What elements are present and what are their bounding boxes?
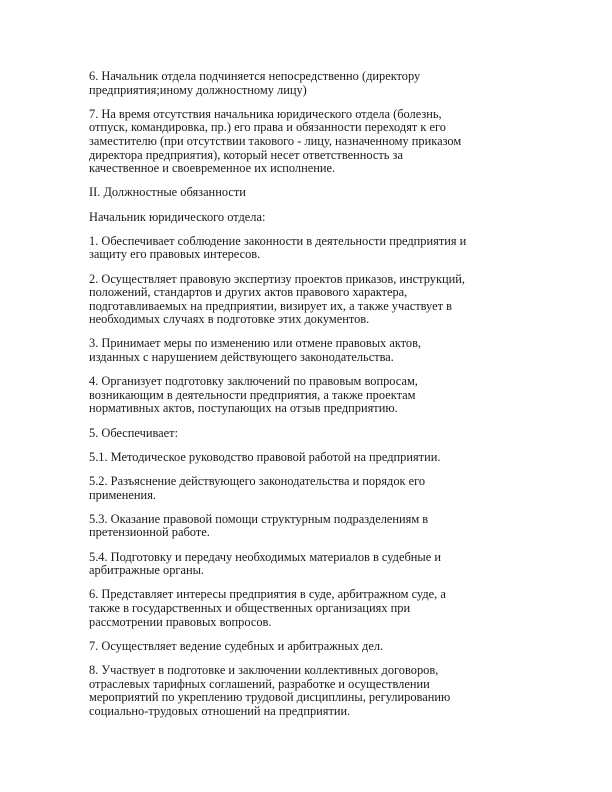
duty-item-3: 3. Принимает меры по изменению или отмене правовых актов, изданных с нарушением действующего законодательства. [89,336,422,365]
duty-item-5-1: 5.1. Методическое руководство правовой работой на предприятии. [89,449,441,464]
duty-item-7: 7. Осуществляет ведение судебных и арбитражных дел. [89,638,384,653]
duty-item-5-3: 5.3. Оказание правовой помощи структурным подразделениям в претензионной работе. [89,511,429,540]
duty-item-5-4: 5.4. Подготовку и передачу необходимых материалов в судебные и арбитражные органы. [89,549,441,578]
duties-intro: Начальник юридического отдела: [89,209,266,224]
duty-item-6: 6. Представляет интересы предприятия в суде, арбитражном суде, а также в государственных и общественных организациях при рассмотрении правовых вопросов. [89,587,446,629]
document-page [89,70,529,729]
duty-item-5-2: 5.2. Разъяснение действующего законодательства и порядок его применения. [89,474,426,502]
paragraph-7-absence: 7. На время отсутствия начальника юридического отдела (болезнь, отпуск, командировка, пр.) его права и обязанности переходят к его заместителю (при отсутствии такового - лицу, назначенному приказом директора предприятия), который несет ответственность за качественное и своевременное их исполнение. [89,106,462,176]
duty-item-1: 1. Обеспечивает соблюдение законности в деятельности предприятия и защиту его правовых интересов. [89,233,467,262]
paragraph-6-subordination: 6. Начальник отдела подчиняется непосредственно (директору предприятия;иному должностному лицу) [89,69,421,97]
duty-item-5: 5. Обеспечивает: [89,425,179,440]
section-heading-duties: II. Должностные обязанности [89,185,246,200]
duty-item-2: 2. Осуществляет правовую экспертизу проектов приказов, инструкций, положений, стандартов и других актов правового характера, подготавливаемых на предприятии, визирует их, а также участвует в необходимых случаях в подготовке этих документов. [89,271,465,327]
duty-item-8: 8. Участвует в подготовке и заключении коллективных договоров, отраслевых тарифных соглашений, разработке и осуществлении мероприятий по укреплению трудовой дисциплины, регулированию социально-трудовых отношений на предприятии. [89,662,451,718]
duty-item-4: 4. Организует подготовку заключений по правовым вопросам, возникающим в деятельности предприятия, а также проектам нормативных актов, поступающих на отзыв предприятию. [89,374,418,416]
